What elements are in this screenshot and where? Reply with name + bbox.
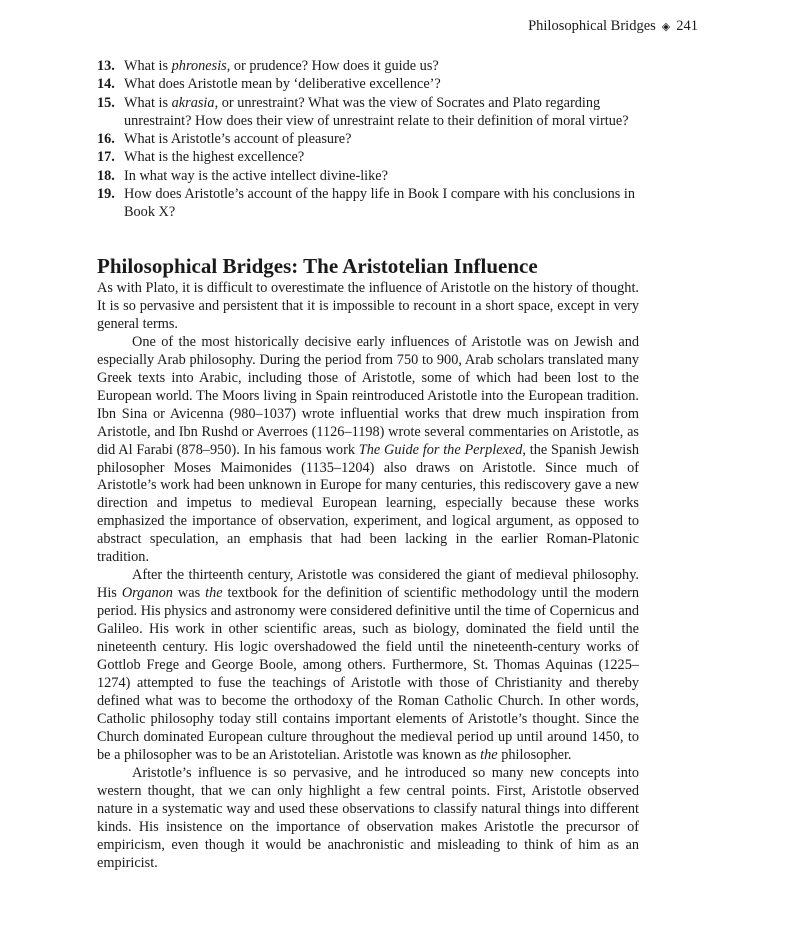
text-run: , or prudence? How does it guide us? — [226, 58, 439, 74]
question-item — [97, 167, 642, 185]
italic-text: the — [205, 585, 223, 602]
question-item — [97, 94, 642, 131]
text-run: textbook for the definition of scientific methodology until the modern period. His physics and astronomy were considered definitive until the time of Copernicus and Galileo. His work in other scientific areas, such as biology, dominated the field until the nineteenth century. His logic overshadowed the field until the nineteenth-century works of Gottlob Frege and George Boole, among others. Furthermore, St. Thomas Aquinas (1225–1274) attempted to fuse the teachings of Aristotle with those of Christianity and thereby defined what was to become the orthodoxy of the Roman Catholic Church. In other words, Catholic philosophy today still contains important elements of Aristotle’s thought. Since the Church dominated European culture throughout the medieval period up until around 1450, to be a philosopher was to be an Aristotelian. Aristotle was known as — [97, 585, 639, 763]
italic-text: akrasia — [171, 94, 215, 111]
text-run: What is Aristotle’s account of pleasure? — [124, 131, 352, 148]
question-number: 16. — [97, 131, 115, 148]
italic-text: Organon — [121, 585, 173, 602]
section-heading: Philosophical Bridges: The Aristotelian Influence — [97, 254, 538, 278]
text-run: , the Spanish Jewish philosopher Moses Maimonides (1135–1204) also draws on Aristotle. Since much of Aristotle’s work had been unknown in Europe for many centuries, this rediscovery gave a new direction and impetus to medieval European learning, especially because these works emphasized the importance of observation, experiment, and logical argument, as opposed to abstract speculation, an emphasis that had been lacking in the earlier Roman-Platonic tradition. — [97, 441, 639, 566]
text-run: Aristotle’s influence is so pervasive, and he introduced so many new concepts into western thought, that we can only highlight a few central points. First, Aristotle observed nature in a systematic way and used these observations to classify natural things into different kinds. His insistence on the importance of observation makes Aristotle the precursor of empiricism, even though it would be anachronistic and misleading to think of him as an empiricist. — [97, 764, 639, 871]
text-run: In what way is the active intellect divine-like? — [124, 167, 388, 184]
body-paragraph — [97, 280, 639, 334]
page-number: 241 — [676, 18, 698, 34]
body-paragraph — [97, 765, 639, 873]
ornament-icon: ◈ — [661, 21, 671, 33]
italic-text: The Guide for the Perplexed — [358, 441, 523, 458]
text-run: , or unrestraint? What was the view of Socrates and Plato regarding unrestraint? How does their view of unrestraint relate to their definition of moral virtue? — [124, 94, 629, 129]
question-number: 18. — [97, 167, 115, 184]
question-item — [97, 148, 642, 166]
text-run: What is — [124, 94, 172, 111]
article-body — [97, 280, 639, 872]
italic-text: phronesis — [171, 58, 227, 74]
text-run: What does Aristotle mean by ‘deliberative excellence’? — [124, 76, 441, 93]
text-run: How does Aristotle’s account of the happy life in Book I compare with his conclusions in Book X? — [124, 186, 636, 221]
question-item — [97, 130, 642, 148]
text-run: What is the highest excellence? — [124, 149, 305, 166]
italic-text: the — [480, 746, 498, 763]
text-run: What is — [124, 58, 172, 74]
text-run: After the thirteenth century, Aristotle was considered the giant of medieval philosophy. His — [97, 567, 639, 602]
question-item — [97, 75, 642, 93]
question-number: 13. — [97, 58, 115, 74]
text-run: philosopher. — [497, 746, 572, 763]
running-title: Philosophical Bridges — [528, 18, 656, 34]
question-number: 17. — [97, 149, 115, 166]
question-number: 15. — [97, 94, 115, 111]
text-run: One of the most historically decisive early influences of Aristotle was on Jewish and especially Arab philosophy. During the period from 750 to 900, Arab scholars translated many Greek texts into Arabic, including those of Aristotle, some of which had been lost to the European world. The Moors living in Spain reintroduced Aristotle into the European tradition. Ibn Sina or Avicenna (980–1037) wrote influential works that drew much inspiration from Aristotle, and Ibn Rushd or Averroes (1126–1198) wrote several commentaries on Aristotle, as did Al Farabi (878–950). In his famous work — [97, 333, 639, 458]
question-item — [97, 57, 642, 75]
text-run: was — [172, 585, 206, 602]
text-run: As with Plato, it is difficult to overestimate the influence of Aristotle on the history of thought. It is so pervasive and persistent that it is impossible to recount in a short space, except in very general terms. — [97, 280, 639, 332]
question-number: 19. — [97, 186, 115, 203]
body-paragraph — [97, 567, 639, 764]
running-head — [528, 18, 698, 35]
body-paragraph — [97, 334, 639, 567]
question-item — [97, 185, 642, 222]
question-number: 14. — [97, 76, 115, 93]
study-questions — [97, 57, 642, 222]
